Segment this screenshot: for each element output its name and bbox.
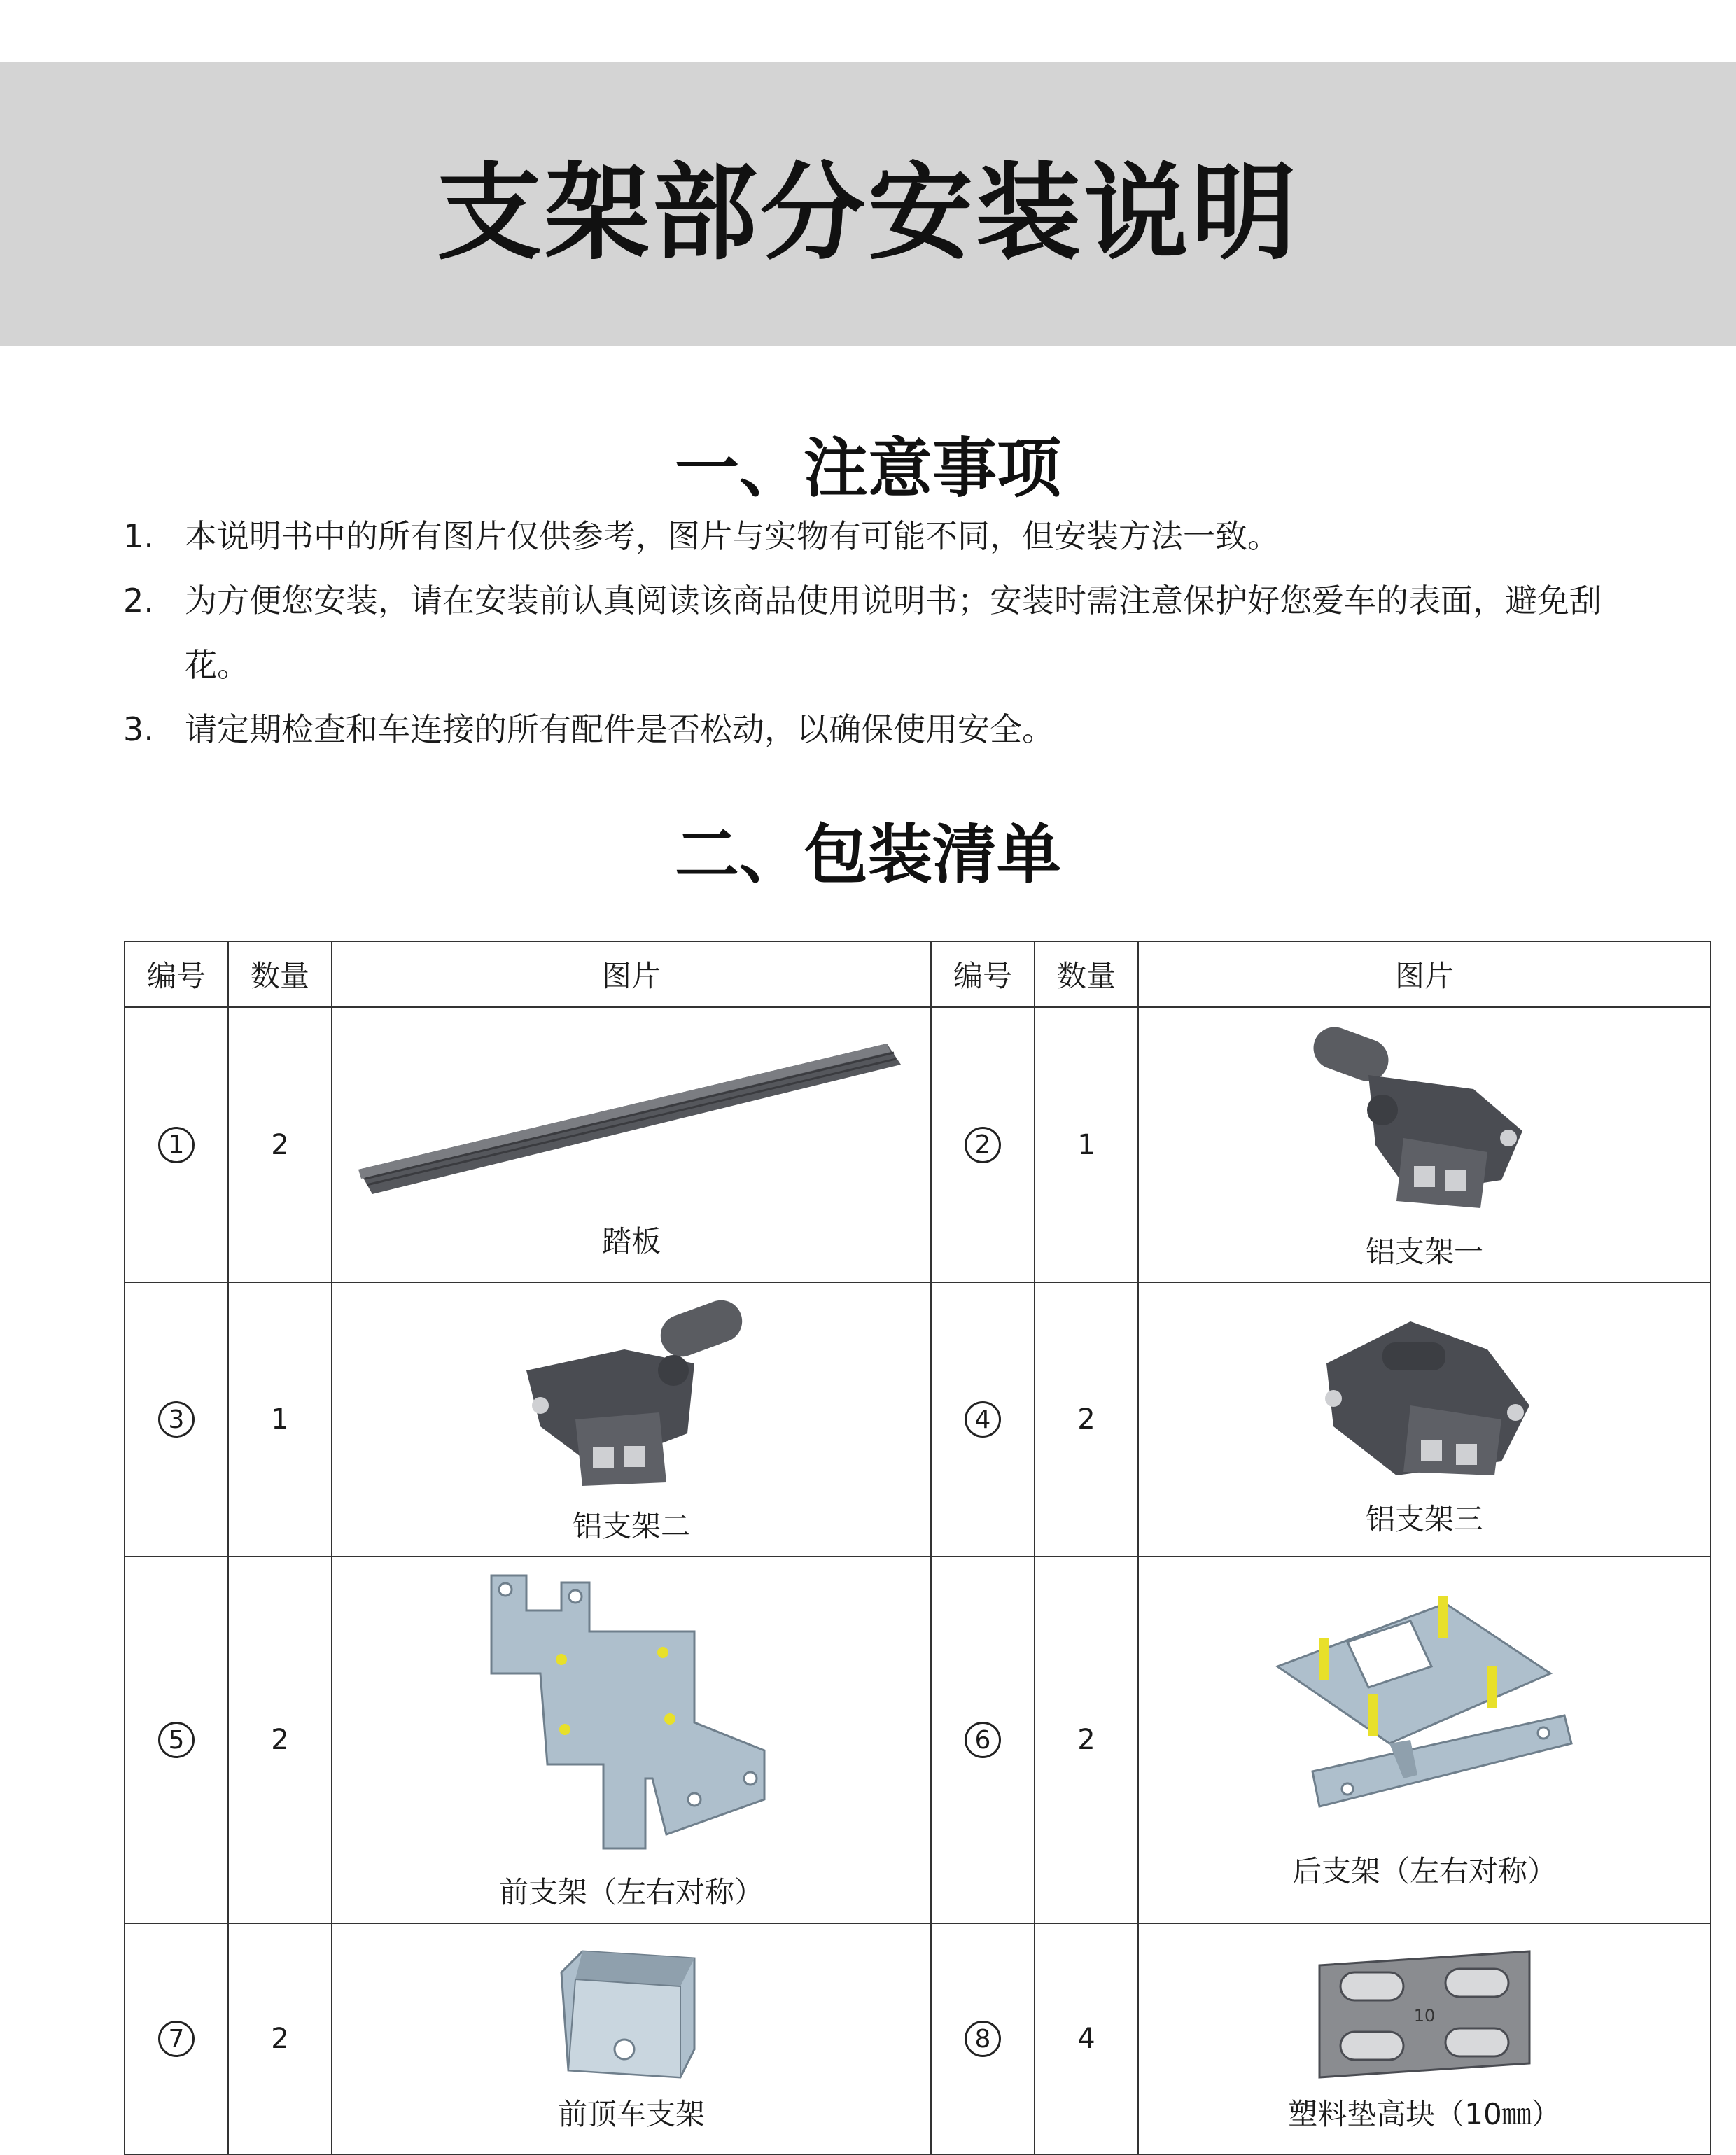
list-item [123, 568, 1649, 697]
item-number: 1 [158, 1127, 195, 1163]
note-text: 请定期检查和车连接的所有配件是否松动，以确保使用安全。 [185, 710, 1054, 748]
item-number: 7 [158, 2021, 195, 2057]
item-picture [332, 1030, 930, 1261]
aluminum-bracket-2-image [498, 1293, 764, 1496]
table-row [125, 1557, 1711, 1923]
aluminum-bracket-3-image [1306, 1300, 1544, 1489]
table-row [125, 1282, 1711, 1557]
item-number: 6 [965, 1722, 1001, 1758]
item-caption: 踏板 [601, 1223, 661, 1258]
item-caption: 铝支架二 [572, 1509, 690, 1543]
item-picture [1139, 1944, 1710, 2133]
item-quantity: 2 [228, 1923, 332, 2154]
aluminum-bracket-1-image [1298, 1019, 1550, 1222]
item-caption: 前顶车支架 [557, 2097, 705, 2131]
item-quantity: 2 [228, 1557, 332, 1923]
header-cell: 编号 [931, 941, 1035, 1007]
running-board-image [351, 1030, 911, 1212]
table-row [125, 1923, 1711, 2154]
item-picture [1139, 1019, 1710, 1271]
plastic-spacer-image [1306, 1944, 1544, 2084]
item-picture [332, 1944, 930, 2133]
section-title-packing: 二、包装清单 [674, 817, 1061, 892]
packing-list-table [124, 941, 1712, 2155]
item-caption: 铝支架三 [1365, 1502, 1483, 1536]
note-text: 本说明书中的所有图片仅供参考，图片与实物有可能不同，但安装方法一致。 [185, 517, 1280, 555]
front-bracket-image [484, 1568, 778, 1862]
note-number: 2. [123, 582, 154, 619]
header-cell: 编号 [125, 941, 228, 1007]
page-title: 支架部分安装说明 [436, 153, 1299, 274]
rear-bracket-image [1270, 1589, 1578, 1841]
header-cell: 图片 [332, 941, 931, 1007]
section-title-notes: 一、注意事项 [674, 431, 1061, 506]
header-cell: 数量 [1035, 941, 1138, 1007]
item-picture [332, 1568, 930, 1911]
item-caption: 前支架（左右对称） [498, 1875, 764, 1909]
item-number: 4 [965, 1401, 1001, 1438]
item-quantity: 2 [1035, 1557, 1138, 1923]
item-caption: 后支架（左右对称） [1292, 1854, 1557, 1888]
item-number: 2 [965, 1127, 1001, 1163]
table-row [125, 1007, 1711, 1282]
list-item [123, 504, 1649, 568]
note-text: 为方便您安装，请在安装前认真阅读该商品使用说明书；安装时需注意保护好您爱车的表面，避免刮花。 [185, 582, 1602, 684]
item-quantity: 1 [228, 1282, 332, 1557]
item-number: 5 [158, 1722, 195, 1758]
item-picture [332, 1293, 930, 1545]
item-caption: 铝支架一 [1365, 1234, 1483, 1269]
header-cell: 数量 [228, 941, 332, 1007]
title-banner [0, 62, 1736, 346]
item-number: 3 [158, 1401, 195, 1438]
note-number: 3. [123, 710, 154, 748]
item-picture [1139, 1300, 1710, 1538]
item-caption: 塑料垫高块（10㎜） [1288, 2097, 1561, 2131]
item-picture [1139, 1589, 1710, 1890]
header-cell: 图片 [1138, 941, 1711, 1007]
item-quantity: 4 [1035, 1923, 1138, 2154]
list-item [123, 697, 1649, 761]
item-quantity: 2 [228, 1007, 332, 1282]
item-quantity: 1 [1035, 1007, 1138, 1282]
table-header-row [125, 941, 1711, 1007]
front-jack-bracket-image [554, 1944, 708, 2084]
notes-list [123, 504, 1649, 761]
note-number: 1. [123, 517, 154, 555]
item-quantity: 2 [1035, 1282, 1138, 1557]
spacer-marking: 10 [1413, 2006, 1436, 2026]
item-number: 8 [965, 2021, 1001, 2057]
